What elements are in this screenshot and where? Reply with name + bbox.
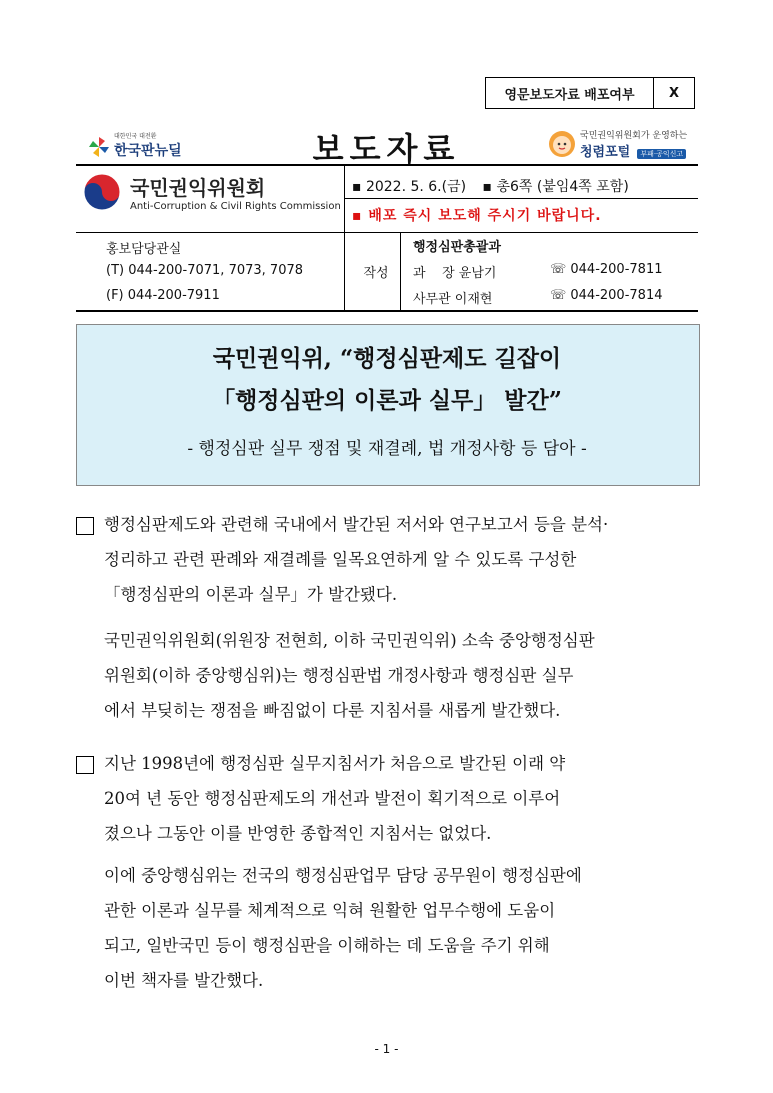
contact-fax: (F) 044-200-7911 — [106, 288, 220, 303]
writer-label: 작성 — [352, 232, 401, 310]
p3-line: 졌으나 그동안 이를 반영한 종합적인 지침서는 없었다. — [104, 824, 492, 843]
paragraph-1 — [104, 507, 700, 612]
release-date — [352, 176, 629, 196]
english-release-box — [485, 77, 695, 109]
p4-line: 되고, 일반국민 등이 행정심판을 이해하는 데 도움을 주기 위해 — [104, 936, 550, 955]
english-release-value: X — [668, 85, 680, 101]
p2-line: 에서 부딪히는 쟁점을 빠짐없이 다룬 지침서를 새롭게 발간했다. — [104, 701, 561, 720]
page-number: - 1 - — [374, 1042, 399, 1056]
header-divider — [344, 166, 345, 232]
p4-line: 이번 책자를 발간했다. — [104, 971, 264, 990]
checkbox-bullet-1 — [76, 517, 94, 535]
paragraph-3 — [104, 746, 700, 851]
p3-line: 20여 년 동안 행정심판제도의 개선과 발전이 획기적으로 이루어 — [104, 789, 561, 808]
org-name-en: Anti-Corruption & Civil Rights Commission — [130, 201, 341, 212]
taegeuk-icon — [82, 172, 122, 212]
writer-person-2: 사무관 이재현 — [413, 292, 493, 307]
portal-badge: 부패·공익신고 — [637, 149, 686, 159]
english-release-label: 영문보도자료 배포여부 — [486, 78, 654, 108]
release-pages: ▪ 총6쪽 (붙임4쪽 포함) — [482, 179, 629, 195]
writer-division: 행정심판총괄과 — [413, 240, 501, 255]
org-name-ko: 국민권익위원회 — [130, 176, 266, 200]
p3-line: 지난 1998년에 행정심판 실무지침서가 처음으로 발간된 이래 약 — [104, 754, 566, 773]
header-top-rule — [76, 164, 698, 166]
portal-brand: 청렴포털 — [580, 145, 631, 160]
paragraph-2 — [104, 623, 700, 728]
writer-phone-1: ☏ 044-200-7811 — [550, 262, 663, 277]
mascot-icon — [548, 129, 576, 159]
p4-line: 이에 중앙행심위는 전국의 행정심판업무 담당 공무원이 행정심판에 — [104, 866, 582, 885]
checkbox-bullet-2 — [76, 756, 94, 774]
p1-line: 행정심판제도와 관련해 국내에서 발간된 저서와 연구보고서 등을 분석· — [104, 515, 609, 534]
integrity-portal-logo — [548, 128, 687, 160]
p1-line: 정리하고 관련 판례와 재결례를 일목요연하게 알 수 있도록 구성한 — [104, 550, 577, 569]
contact-tel: (T) 044-200-7071, 7073, 7078 — [106, 263, 304, 278]
p4-line: 관한 이론과 실무를 체계적으로 익혀 원활한 업무수행에 도움이 — [104, 901, 556, 920]
p2-line: 국민권익위원회(위원장 전현희, 이하 국민권익위) 소속 중앙행정심판 — [104, 631, 595, 650]
embargo-notice: ▪ 배포 즉시 보도해 주시기 바랍니다. — [352, 208, 602, 224]
writer-phone-2: ☏ 044-200-7814 — [550, 288, 663, 303]
headline-line-2: 「행정심판의 이론과 실무」 발간” — [212, 387, 562, 414]
portal-top-text: 국민권익위원회가 운영하는 — [580, 131, 688, 141]
writer-left-divider — [344, 232, 345, 310]
new-deal-brand: 한국판뉴딜 — [114, 143, 182, 159]
paragraph-4 — [104, 858, 700, 998]
release-date-text: ▪ 2022. 5. 6.(금) — [352, 179, 467, 195]
page-title: 보도자료 — [312, 130, 461, 168]
p1-line: 「행정심판의 이론과 실무」가 발간됐다. — [104, 585, 398, 604]
p2-line: 위원회(이하 중앙행심위)는 행정심판법 개정사항과 행정심판 실무 — [104, 666, 574, 685]
headline-subtitle: - 행정심판 실무 쟁점 및 재결례, 법 개정사항 등 담아 - — [187, 439, 587, 459]
acrc-logo — [82, 172, 341, 212]
headline-line-1: 국민권익위, “행정심판제도 길잡이 — [212, 345, 562, 372]
writer-person-1: 과 장 윤남기 — [413, 266, 497, 281]
new-deal-small-text: 대한민국 대전환 — [114, 133, 157, 140]
contact-dept: 홍보담당관실 — [106, 242, 182, 257]
header-mid-rule — [344, 198, 698, 199]
header-bottom-rule — [76, 310, 698, 312]
